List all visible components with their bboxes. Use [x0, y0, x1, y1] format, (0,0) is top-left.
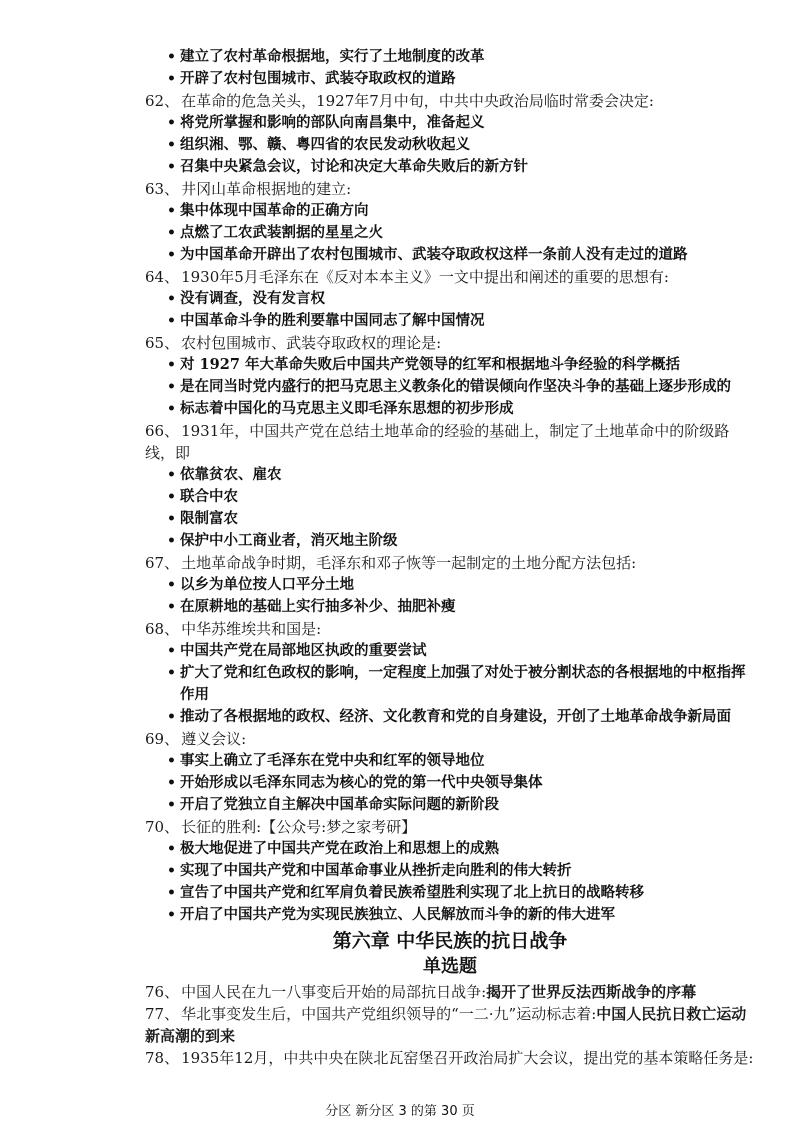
bullet-icon: • — [167, 49, 176, 65]
bullet-icon: • — [167, 511, 176, 527]
question-76: 76、 中国人民在九一八事变后开始的局部抗日战争:揭开了世界反法西斯战争的序幕 — [145, 983, 697, 1001]
bullet-icon: • — [167, 841, 176, 857]
option-item: • 组织湘、鄂、赣、粤四省的农民发动秋收起义 — [145, 134, 755, 156]
option-item: • 联合中农 — [145, 486, 755, 508]
question-64: 64、 1930年5月毛泽东在《反对本本主义》一文中提出和阐述的重要的思想有: — [145, 268, 669, 286]
bullet-icon: • — [167, 665, 176, 681]
answer: 中国人民抗日救亡运动新高潮的到来 — [145, 1005, 747, 1045]
question-70: 70、 长征的胜利:【公众号:梦之家考研】 — [145, 818, 417, 836]
option-item: • 实现了中国共产党和中国革命事业从挫折走向胜利的伟大转折 — [145, 860, 755, 882]
bullet-icon: • — [167, 379, 176, 395]
option-item: • 开启了中国共产党为实现民族独立、人民解放而斗争的新的伟大进军 — [145, 904, 755, 926]
option-item: • 标志着中国化的马克思主义即毛泽东思想的初步形成 — [145, 398, 755, 420]
question-63: 63、 井冈山革命根据地的建立: — [145, 180, 352, 198]
option-item: • 事实上确立了毛泽东在党中央和红军的领导地位 — [145, 750, 755, 772]
chapter-title: 第六章 中华民族的抗日战争 — [332, 930, 568, 952]
bullet-icon: • — [167, 115, 176, 131]
bullet-icon: • — [167, 599, 176, 615]
option-item: • 为中国革命开辟出了农村包围城市、武装夺取政权这样一条前人没有走过的道路 — [145, 244, 755, 266]
bullet-icon: • — [167, 71, 176, 87]
option-item: • 对 1927 年大革命失败后中国共产党领导的红军和根据地斗争经验的科学概括 — [145, 354, 755, 376]
option-item: • 是在同当时党内盛行的把马克思主义教条化的错误倾向作坚决斗争的基础上逐步形成的 — [145, 376, 755, 398]
bullet-icon: • — [167, 885, 176, 901]
bullet-icon: • — [167, 291, 176, 307]
question-67: 67、 土地革命战争时期，毛泽东和邓子恢等一起制定的土地分配方法包括: — [145, 554, 637, 572]
question-66: 66、 1931年，中国共产党在总结土地革命的经验的基础上，制定了土地革命中的阶级路线，即 — [145, 422, 730, 462]
option-item: • 开辟了农村包围城市、武装夺取政权的道路 — [145, 68, 755, 90]
option-item: • 极大地促进了中国共产党在政治上和思想上的成熟 — [145, 838, 755, 860]
bullet-icon: • — [167, 753, 176, 769]
question-69: 69、 遵义会议: — [145, 730, 247, 748]
q67-options — [145, 574, 755, 618]
bullet-icon: • — [167, 357, 176, 373]
bullet-icon: • — [167, 643, 176, 659]
question-62: 62、 在革命的危急关头，1927年7月中旬，中共中央政治局临时常委会决定: — [145, 92, 654, 110]
bullet-icon: • — [167, 775, 176, 791]
q69-options — [145, 750, 755, 816]
q65-options — [145, 354, 755, 420]
option-item: • 依靠贫农、雇农 — [145, 464, 755, 486]
option-item: • 限制富农 — [145, 508, 755, 530]
option-item: • 点燃了工农武装割据的星星之火 — [145, 222, 755, 244]
bullet-icon: • — [167, 489, 176, 505]
bullet-icon: • — [167, 907, 176, 923]
option-item: • 建立了农村革命根据地，实行了土地制度的改革 — [145, 46, 755, 68]
bullet-icon: • — [167, 203, 176, 219]
option-item: • 推动了各根据地的政权、经济、文化教育和党的自身建设，开创了土地革命战争新局面 — [145, 706, 755, 728]
option-item: • 中国共产党在局部地区执政的重要尝试 — [145, 640, 755, 662]
bullet-icon: • — [167, 709, 176, 725]
q68-options — [145, 640, 755, 728]
bullet-icon: • — [167, 159, 176, 175]
q64-options — [145, 288, 755, 332]
bullet-icon: • — [167, 467, 176, 483]
bullet-icon: • — [167, 225, 176, 241]
answer: 揭开了世界反法西斯战争的序幕 — [486, 983, 697, 1001]
bullet-icon: • — [167, 533, 176, 549]
bullet-icon: • — [167, 577, 176, 593]
bullet-icon: • — [167, 247, 176, 263]
option-item: • 集中体现中国革命的正确方向 — [145, 200, 755, 222]
question-78: 78、 1935年12月，中共中央在陕北瓦窑堡召开政治局扩大会议，提出党的基本策略任务是: — [145, 1049, 754, 1067]
bullet-icon: • — [167, 137, 176, 153]
option-item: • 召集中央紧急会议，讨论和决定大革命失败后的新方针 — [145, 156, 755, 178]
option-item: • 将党所掌握和影响的部队向南昌集中，准备起义 — [145, 112, 755, 134]
q66-options — [145, 464, 755, 552]
q63-options — [145, 200, 755, 266]
q61-options — [145, 46, 755, 90]
option-item: • 开始形成以毛泽东同志为核心的党的第一代中央领导集体 — [145, 772, 755, 794]
section-title: 单选题 — [423, 956, 477, 977]
option-item: • 扩大了党和红色政权的影响，一定程度上加强了对处于被分割状态的各根据地的中枢指挥作用 — [167, 664, 746, 703]
option-item: • 宣告了中国共产党和红军肩负着民族希望胜利实现了北上抗日的战略转移 — [145, 882, 755, 904]
option-item: • 以乡为单位按人口平分土地 — [145, 574, 755, 596]
option-item: • 没有调查，没有发言权 — [145, 288, 755, 310]
page-content — [145, 46, 755, 1069]
page-footer: 分区 新分区 3 的第 30 页 — [325, 1104, 475, 1119]
option-item: • 保护中小工商业者，消灭地主阶级 — [145, 530, 755, 552]
bullet-icon: • — [167, 863, 176, 879]
bullet-icon: • — [167, 313, 176, 329]
q70-options — [145, 838, 755, 926]
option-item: • 开启了党独立自主解决中国革命实际问题的新阶段 — [145, 794, 755, 816]
bullet-icon: • — [167, 797, 176, 813]
option-item: • 中国革命斗争的胜利要靠中国同志了解中国情况 — [145, 310, 755, 332]
option-item: • 在原耕地的基础上实行抽多补少、抽肥补瘦 — [145, 596, 755, 618]
bullet-icon: • — [167, 401, 176, 417]
question-65: 65、 农村包围城市、武装夺取政权的理论是: — [145, 334, 442, 352]
question-77: 77、 华北事变发生后，中国共产党组织领导的“一二·九”运动标志着:中国人民抗日救亡运动新高潮的到来 — [145, 1005, 747, 1045]
question-68: 68、 中华苏维埃共和国是: — [145, 620, 322, 638]
q62-options — [145, 112, 755, 178]
